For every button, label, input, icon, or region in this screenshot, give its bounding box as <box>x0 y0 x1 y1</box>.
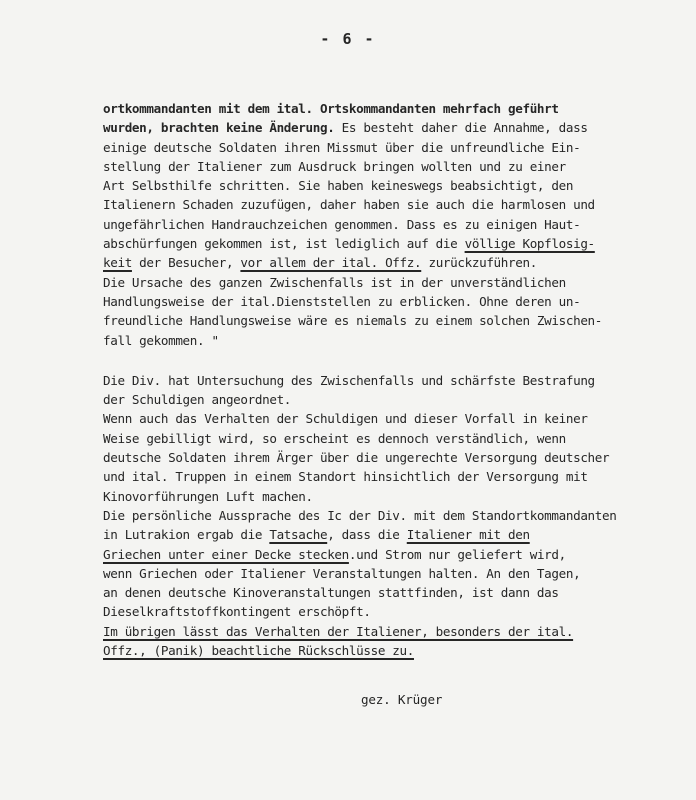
text-line: einige deutsche Soldaten ihren Missmut über die unfreundliche Ein- <box>103 139 581 155</box>
text-line <box>103 545 693 564</box>
text-line: Wenn auch das Verhalten der Schuldigen und dieser Vorfall in keiner <box>103 411 588 427</box>
text-line: Die persönliche Aussprache des Ic der Div. mit dem Standortkommandanten <box>103 507 617 523</box>
text-line: und ital. Truppen in einem Standort hinsichtlich der Versorgung mit <box>103 469 588 485</box>
text-span: .und Strom nur geliefert wird, <box>348 546 566 562</box>
text-line: freundliche Handlungsweise wäre es niemals zu einem solchen Zwischen- <box>103 313 603 329</box>
text-line: ungefährlichen Handrauchzeichen genommen. Dass es zu einigen Haut- <box>103 216 581 232</box>
text-line: Italienern Schaden zuzufügen, daher haben sie auch die harmlosen und <box>103 197 595 213</box>
underlined-text: Tatsache <box>269 527 328 543</box>
underlined-text: völlige Kopflosig- <box>464 236 595 252</box>
underlined-text: vor allem der ital. Offz. <box>240 255 422 271</box>
text-span: Es besteht daher die Annahme, dass <box>334 120 588 136</box>
text-line: Weise gebilligt wird, so erscheint es dennoch verständlich, wenn <box>103 430 566 446</box>
text-line <box>103 234 693 253</box>
text-line: Kinovorführungen Luft machen. <box>103 488 313 504</box>
underlined-text: Italiener mit den <box>406 527 530 543</box>
text-line: stellung der Italiener zum Ausdruck bringen wollten und zu einer <box>103 158 566 174</box>
text-span: der Besucher, <box>131 255 241 271</box>
text-line: wenn Griechen oder Italiener Veranstaltungen halten. An den Tagen, <box>103 565 581 581</box>
text-line: an denen deutsche Kinoveranstaltungen stattfinden, ist dann das <box>103 585 559 601</box>
text-line: der Schuldigen angeordnet. <box>103 392 292 408</box>
text-span: wurden, brachten keine Änderung. <box>103 120 335 136</box>
text-line <box>103 118 693 137</box>
text-span: zurückzuführen. <box>421 255 537 271</box>
text-line <box>103 525 693 544</box>
underlined-text: keit <box>103 255 132 271</box>
quoted-report-paragraph <box>103 99 693 350</box>
text-line: Art Selbsthilfe schritten. Sie haben keineswegs beabsichtigt, den <box>103 178 574 194</box>
text-span: , dass die <box>327 527 407 543</box>
text-span: in Lutrakion ergab die <box>103 527 270 543</box>
text-span: abschürfungen gekommen ist, ist lediglich auf die <box>103 236 465 252</box>
text-line: deutsche Soldaten ihrem Ärger über die ungerechte Versorgung deutscher <box>103 450 610 466</box>
text-line: ortkommandanten mit dem ital. Ortskommandanten mehrfach geführt <box>103 101 559 116</box>
text-line: Die Ursache des ganzen Zwischenfalls ist in der unverständlichen <box>103 274 566 290</box>
page-number: - 6 - <box>320 30 376 48</box>
signature-line: gez. Krüger <box>361 692 443 707</box>
text-line <box>103 253 693 272</box>
division-assessment-paragraph <box>103 371 693 660</box>
text-line: fall gekommen. " <box>103 332 219 348</box>
text-line: Handlungsweise der ital.Dienststellen zu erblicken. Ohne deren un- <box>103 293 581 309</box>
underlined-text-line: Offz., (Panik) beachtliche Rückschlüsse zu. <box>103 643 414 659</box>
text-line: Dieselkraftstoffkontingent erschöpft. <box>103 604 371 620</box>
paragraph-gap <box>103 350 693 371</box>
underlined-text: Griechen unter einer Decke stecken <box>103 546 349 562</box>
letter-body <box>103 99 693 660</box>
text-line: Die Div. hat Untersuchung des Zwischenfalls und schärfste Bestrafung <box>103 372 595 388</box>
underlined-text-line: Im übrigen lässt das Verhalten der Italiener, besonders der ital. <box>103 623 574 639</box>
